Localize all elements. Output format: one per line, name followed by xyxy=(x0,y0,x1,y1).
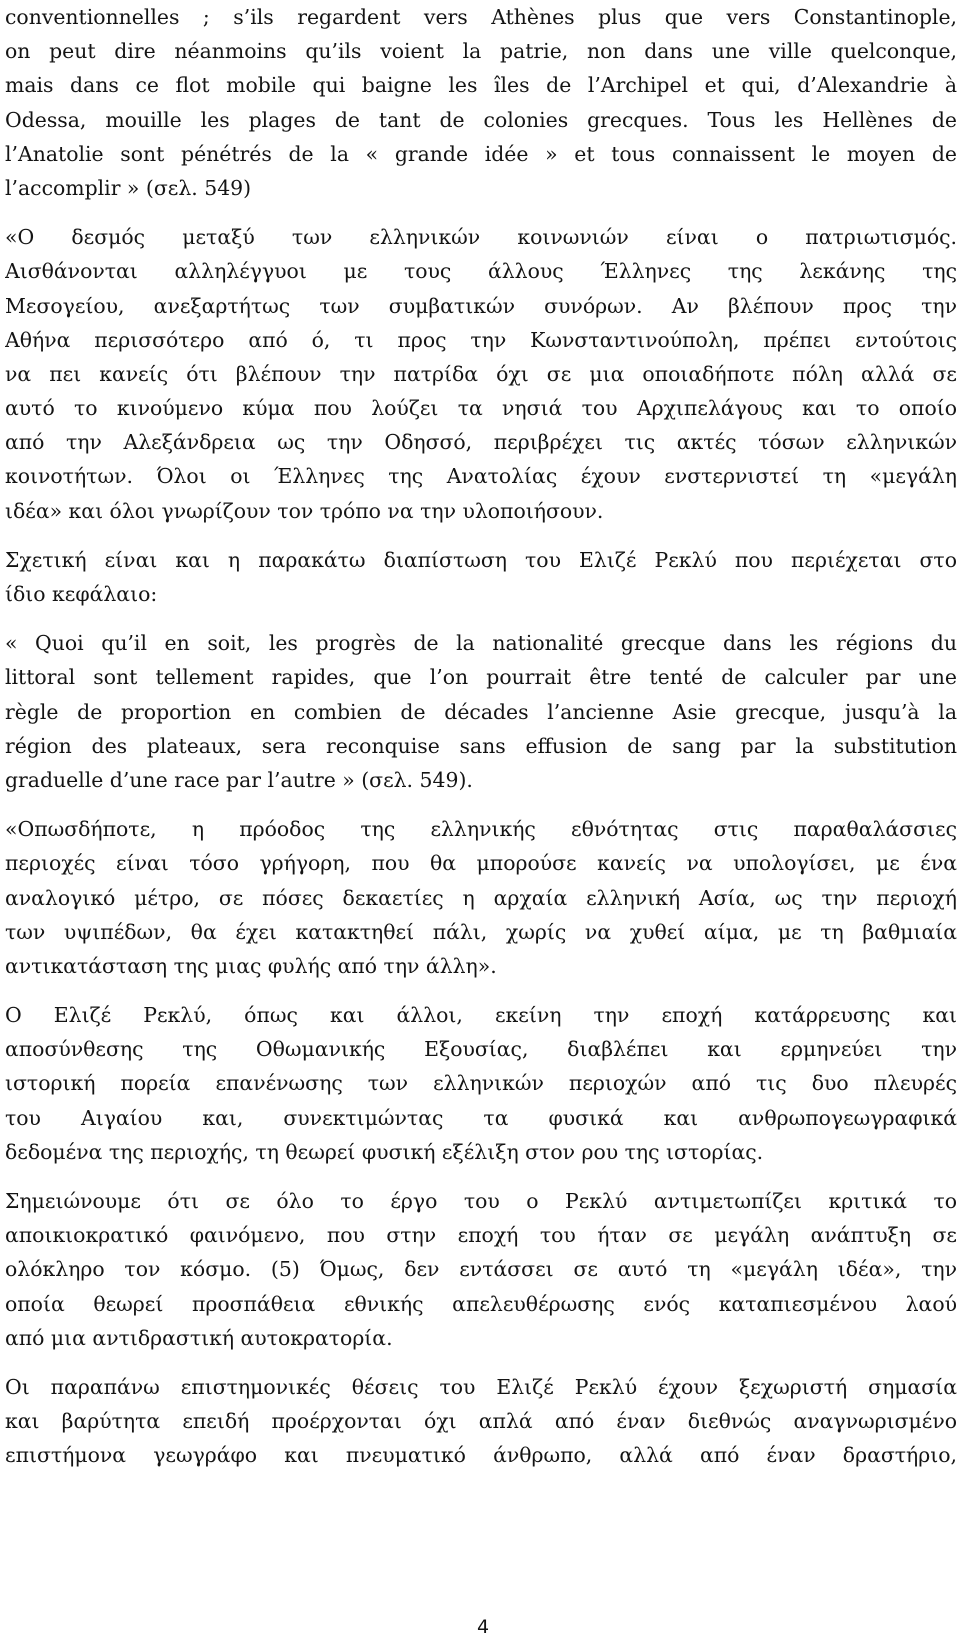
text-line: Αθήνα περισσότερο από ό, τι προς την Κωνσταντινούπολη, πρέπει εντούτοις xyxy=(5,327,957,352)
text-line: και βαρύτητα επειδή προέρχονται όχι απλά από έναν διεθνώς αναγνωρισμένο xyxy=(5,1409,957,1434)
text-line: Οι παραπάνω επιστημονικές θέσεις του Ελιζέ Ρεκλύ έχουν ξεχωριστή σημασία xyxy=(5,1374,957,1399)
document-page xyxy=(5,0,960,1652)
text-line: επιστήμονα γεωγράφο και πνευματικό άνθρωπο, αλλά από έναν δραστήριο, xyxy=(5,1443,957,1468)
text-line: αποσύνθεσης της Οθωμανικής Εξουσίας, διαβλέπει και ερμηνεύει την xyxy=(5,1037,957,1062)
paragraph xyxy=(5,998,960,1169)
text-line: από μια αντιδραστική αυτοκρατορία. xyxy=(5,1325,393,1350)
text-line: Αισθάνονται αλληλέγγυοι με τους άλλους Έλληνες της λεκάνης της xyxy=(5,259,957,284)
text-line: « Quoi qu’il en soit, les progrès de la nationalité grecque dans les régions du xyxy=(5,631,957,656)
text-line: conventionnelles ; s’ils regardent vers Athènes plus que vers Constantinople, xyxy=(5,5,957,29)
text-line: αποικιοκρατικό φαινόμενο, που στην εποχή του ήταν σε μεγάλη ανάπτυξη σε xyxy=(5,1223,957,1248)
paragraph xyxy=(5,0,960,205)
text-line: Odessa, mouille les plages de tant de colonies grecques. Tous les Hellènes de xyxy=(5,107,957,132)
paragraph xyxy=(5,812,960,983)
text-line: «Ο δεσμός μεταξύ των ελληνικών κοινωνιών είναι ο πατριωτισμός. xyxy=(5,225,957,250)
paragraph xyxy=(5,220,960,528)
text-line: règle de proportion en combien de décades l’ancienne Asie grecque, jusqu’à la xyxy=(5,699,957,724)
text-line: on peut dire néanmoins qu’ils voient la patrie, non dans une ville quelconque, xyxy=(5,39,957,64)
text-line: Μεσογείου, ανεξαρτήτως των συμβατικών συνόρων. Αν βλέπουν προς την xyxy=(5,293,957,318)
text-line: Σχετική είναι και η παρακάτω διαπίστωση του Ελιζέ Ρεκλύ που περιέχεται στο xyxy=(5,547,957,572)
text-line: περιοχές είναι τόσο γρήγορη, που θα μπορούσε κανείς να υπολογίσει, με ένα xyxy=(5,851,957,876)
text-line: mais dans ce flot mobile qui baigne les îles de l’Archipel et qui, d’Alexandrie à xyxy=(5,73,957,98)
paragraph xyxy=(5,1370,960,1473)
text-line: ιστορική πορεία επανένωσης των ελληνικών περιοχών από τις δυο πλευρές xyxy=(5,1071,957,1096)
text-line: région des plateaux, sera reconquise sans effusion de sang par la substitution xyxy=(5,733,957,758)
text-line: «Οπωσδήποτε, η πρόοδος της ελληνικής εθνότητας στις παραθαλάσσιες xyxy=(5,817,957,842)
text-line: των υψιπέδων, θα έχει κατακτηθεί πάλι, χωρίς να χυθεί αίμα, με τη βαθμιαία xyxy=(5,919,957,944)
body-text xyxy=(5,0,960,1473)
text-line: ίδιο κεφάλαιο: xyxy=(5,582,158,606)
text-line: αντικατάσταση της μιας φυλής από την άλλη». xyxy=(5,953,497,978)
text-line: ιδέα» και όλοι γνωρίζουν τον τρόπο να την υλοποιήσουν. xyxy=(5,498,604,523)
text-line: Ο Ελιζέ Ρεκλύ, όπως και άλλοι, εκείνη την εποχή κατάρρευσης και xyxy=(5,1003,957,1028)
text-line: κοινοτήτων. Όλοι οι Έλληνες της Ανατολίας έχουν ενστερνιστεί τη «μεγάλη xyxy=(5,464,957,489)
text-line: αναλογικό μέτρο, σε πόσες δεκαετίες η αρχαία ελληνική Ασία, ως την περιοχή xyxy=(5,885,957,910)
text-line: littoral sont tellement rapides, que l’on pourrait être tenté de calculer par une xyxy=(5,665,957,690)
text-line: l’Anatolie sont pénétrés de la « grande idée » et tous connaissent le moyen de xyxy=(5,141,957,166)
text-line: graduelle d’une race par l’autre » (σελ. 549). xyxy=(5,767,473,792)
text-line: οποία θεωρεί προσπάθεια εθνικής απελευθέρωσης ενός καταπιεσμένου λαού xyxy=(5,1291,957,1316)
text-line: του Αιγαίου και, συνεκτιμώντας τα φυσικά και ανθρωπογεωγραφικά xyxy=(5,1105,957,1130)
text-line: Σημειώνουμε ότι σε όλο το έργο του ο Ρεκλύ αντιμετωπίζει κριτικά το xyxy=(5,1189,957,1213)
text-line: ολόκληρο τον κόσμο. (5) Όμως, δεν εντάσσει σε αυτό τη «μεγάλη ιδέα», την xyxy=(5,1257,957,1282)
page-number: 4 xyxy=(476,1616,490,1638)
text-line: να πει κανείς ότι βλέπουν την πατρίδα όχι σε μια οποιαδήποτε πόλη αλλά σε xyxy=(5,361,957,386)
text-line: l’accomplir » (σελ. 549) xyxy=(5,175,252,200)
paragraph xyxy=(5,1184,960,1355)
text-line: δεδομένα της περιοχής, τη θεωρεί φυσική εξέλιξη στον ρου της ιστορίας. xyxy=(5,1139,764,1164)
paragraph xyxy=(5,543,960,611)
text-line: αυτό το κινούμενο κύμα που λούζει τα νησιά του Αρχιπελάγους και το οποίο xyxy=(5,396,957,421)
text-line: από την Αλεξάνδρεια ως την Οδησσό, περιβρέχει τις ακτές τόσων ελληνικών xyxy=(5,430,957,455)
paragraph xyxy=(5,626,960,797)
